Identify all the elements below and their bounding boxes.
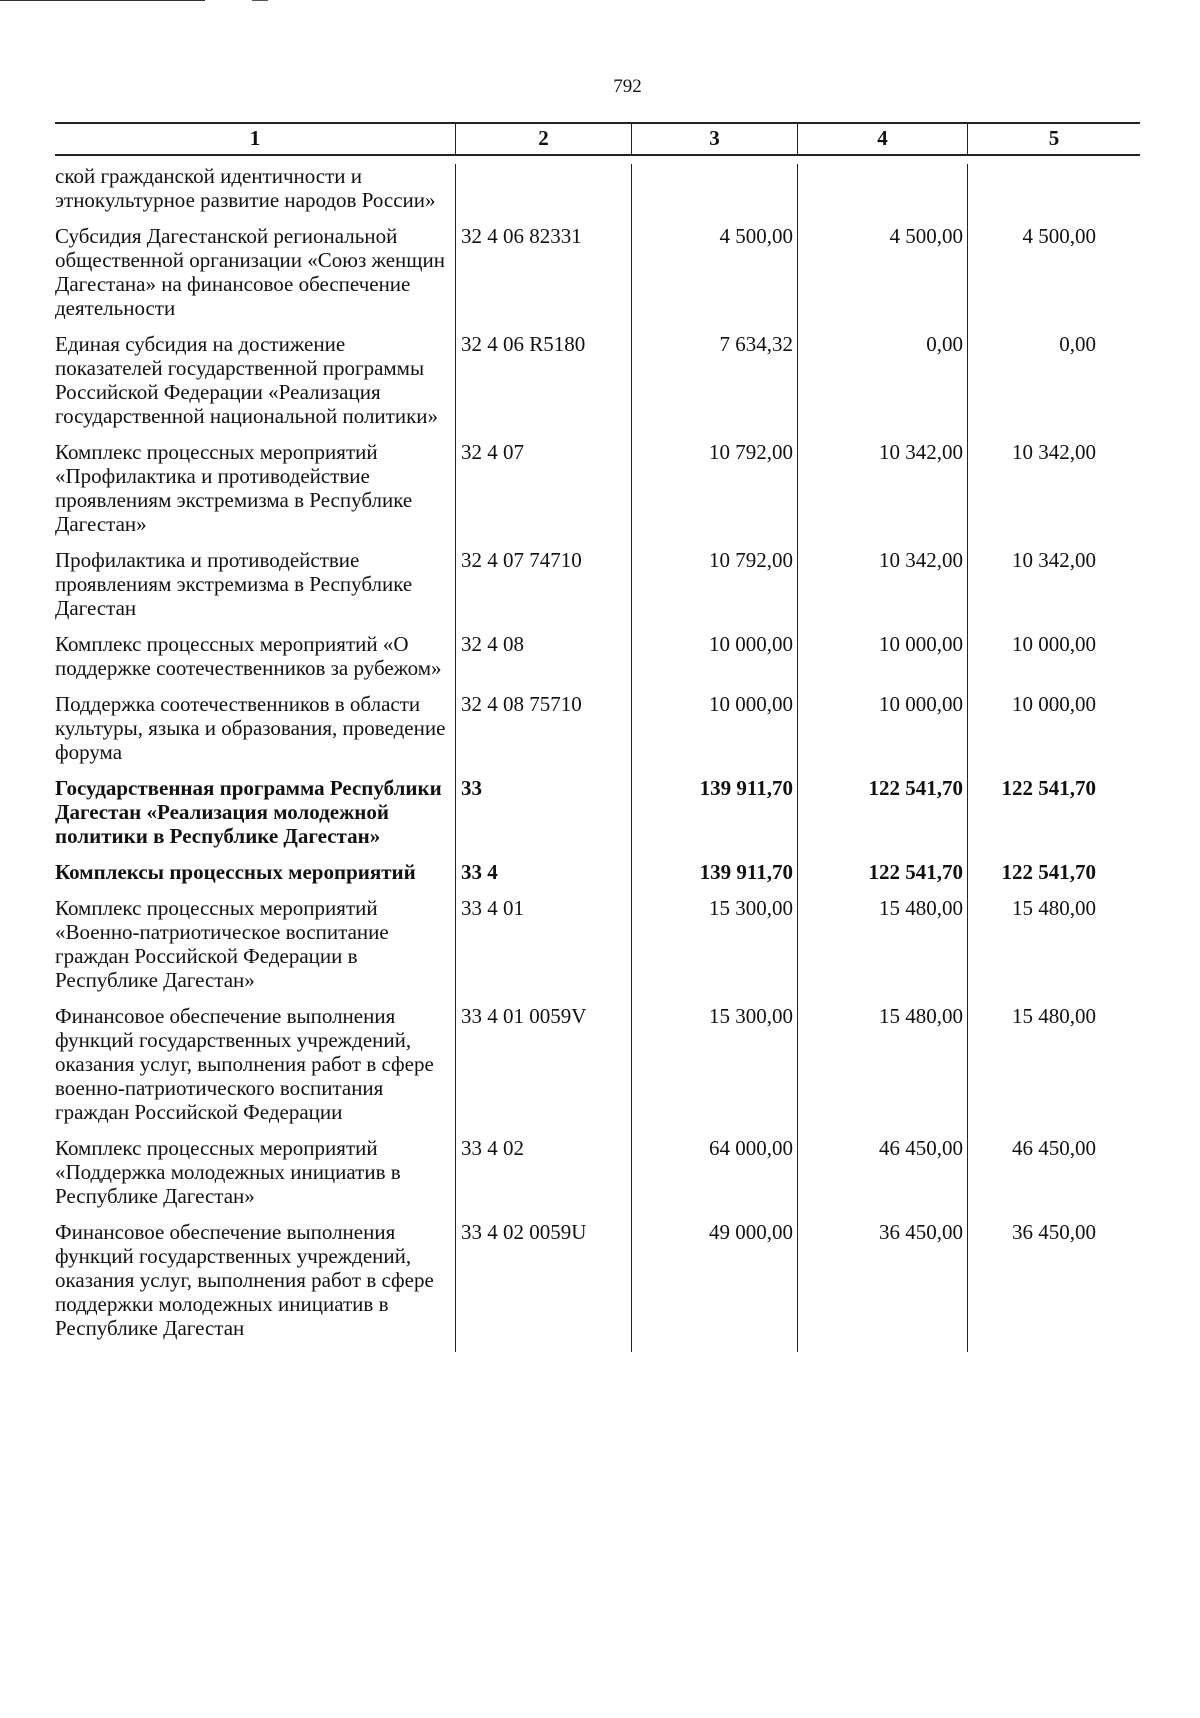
column-header-4: 4 bbox=[797, 124, 967, 154]
table-row bbox=[55, 692, 1140, 764]
row-value-col5: 10 342,00 bbox=[1012, 440, 1096, 464]
top-rule bbox=[0, 0, 205, 1]
row-value-col3: 139 911,70 bbox=[699, 776, 793, 800]
table-header bbox=[55, 122, 1140, 156]
table-row bbox=[55, 164, 1140, 212]
row-code-cell: 33 4 01 0059V bbox=[461, 1004, 587, 1028]
row-name-cell: Комплекс процессных мероприятий «Профилактика и противодействие проявлениям экстремизма в Республике Дагестан» bbox=[55, 440, 413, 536]
row-name-cell: ской гражданской идентичности и этнокультурное развитие народов России» bbox=[55, 164, 436, 212]
page-number: 792 bbox=[613, 76, 642, 97]
table-row bbox=[55, 632, 1140, 680]
row-value-col5: 15 480,00 bbox=[1012, 1004, 1096, 1028]
row-value-col5: 122 541,70 bbox=[1001, 860, 1096, 884]
row-value-col3: 10 792,00 bbox=[709, 548, 793, 572]
row-value-col3: 15 300,00 bbox=[709, 1004, 793, 1028]
row-name-cell: Государственная программа Республики Дагестан «Реализация молодежной политики в Республике Дагестан» bbox=[55, 776, 442, 848]
row-value-col4 bbox=[797, 164, 967, 212]
row-value-col3: 139 911,70 bbox=[699, 860, 793, 884]
row-value-col3: 15 300,00 bbox=[709, 896, 793, 920]
row-name-cell: Финансовое обеспечение выполнения функций государственных учреждений, оказания услуг, выполнения работ в сфере поддержки молодежных инициатив в Республике Дагестан bbox=[55, 1220, 434, 1340]
top-rule-short bbox=[252, 0, 268, 1]
column-header-1: 1 bbox=[249, 126, 261, 150]
row-value-col5: 15 480,00 bbox=[1012, 896, 1096, 920]
row-code-cell: 32 4 08 bbox=[461, 632, 524, 656]
row-value-col3: 10 792,00 bbox=[709, 440, 793, 464]
row-value-col5 bbox=[967, 164, 1140, 212]
row-code-cell: 32 4 06 R5180 bbox=[461, 332, 586, 356]
row-value-col4: 10 000,00 bbox=[879, 632, 963, 656]
row-value-col5: 122 541,70 bbox=[1001, 776, 1096, 800]
table-row bbox=[55, 224, 1140, 320]
row-value-col4: 15 480,00 bbox=[879, 1004, 963, 1028]
row-code-cell: 33 4 02 bbox=[461, 1136, 524, 1160]
row-value-col4: 0,00 bbox=[926, 332, 963, 356]
table-row bbox=[55, 776, 1140, 848]
row-value-col3: 49 000,00 bbox=[709, 1220, 793, 1244]
row-value-col4: 10 000,00 bbox=[879, 692, 963, 716]
row-value-col5: 10 342,00 bbox=[1012, 548, 1096, 572]
row-value-col5: 36 450,00 bbox=[1012, 1220, 1096, 1244]
column-divider bbox=[967, 164, 968, 1352]
row-value-col4: 122 541,70 bbox=[868, 776, 963, 800]
table-bottom-spacer bbox=[55, 1340, 1140, 1352]
column-header-2: 2 bbox=[455, 124, 631, 154]
row-value-col4: 46 450,00 bbox=[879, 1136, 963, 1160]
row-name-cell: Поддержка соотечественников в области культуры, языка и образования, проведение форума bbox=[55, 692, 446, 764]
table-row bbox=[55, 1220, 1140, 1340]
row-code-cell: 33 4 bbox=[461, 860, 498, 884]
row-value-col3 bbox=[631, 164, 797, 212]
table-row bbox=[55, 440, 1140, 536]
row-code-cell: 32 4 06 82331 bbox=[461, 224, 582, 248]
row-name-cell: Субсидия Дагестанской региональной общественной организации «Союз женщин Дагестана» на финансовое обеспечение деятельности bbox=[55, 224, 445, 320]
row-value-col3: 4 500,00 bbox=[719, 224, 793, 248]
row-code-cell: 33 4 01 bbox=[461, 896, 524, 920]
row-value-col3: 64 000,00 bbox=[709, 1136, 793, 1160]
table-row bbox=[55, 1136, 1140, 1208]
row-value-col3: 7 634,32 bbox=[719, 332, 793, 356]
row-code-cell: 33 4 02 0059U bbox=[461, 1220, 587, 1244]
row-value-col5: 0,00 bbox=[1059, 332, 1096, 356]
row-name-cell: Комплексы процессных мероприятий bbox=[55, 860, 416, 884]
row-name-cell: Комплекс процессных мероприятий «Поддержка молодежных инициатив в Республике Дагестан» bbox=[55, 1136, 401, 1208]
table-row bbox=[55, 548, 1140, 620]
column-header-5: 5 bbox=[967, 124, 1140, 154]
column-divider bbox=[455, 164, 456, 1352]
row-value-col4: 10 342,00 bbox=[879, 440, 963, 464]
row-value-col4: 36 450,00 bbox=[879, 1220, 963, 1244]
table-body bbox=[55, 164, 1140, 1352]
row-value-col4: 15 480,00 bbox=[879, 896, 963, 920]
row-value-col4: 10 342,00 bbox=[879, 548, 963, 572]
row-value-col5: 46 450,00 bbox=[1012, 1136, 1096, 1160]
row-value-col5: 10 000,00 bbox=[1012, 692, 1096, 716]
row-value-col5: 4 500,00 bbox=[1022, 224, 1096, 248]
table-row bbox=[55, 1004, 1140, 1124]
row-value-col4: 122 541,70 bbox=[868, 860, 963, 884]
row-code-cell: 32 4 08 75710 bbox=[461, 692, 582, 716]
row-value-col3: 10 000,00 bbox=[709, 632, 793, 656]
table-row bbox=[55, 896, 1140, 992]
budget-table bbox=[55, 122, 1140, 1352]
row-value-col4: 4 500,00 bbox=[889, 224, 963, 248]
table-row bbox=[55, 860, 1140, 884]
column-divider bbox=[797, 164, 798, 1352]
row-name-cell: Комплекс процессных мероприятий «О поддержке соотечественников за рубежом» bbox=[55, 632, 442, 680]
row-name-cell: Комплекс процессных мероприятий «Военно-патриотическое воспитание граждан Российской Федерации в Республике Дагестан» bbox=[55, 896, 389, 992]
row-value-col3: 10 000,00 bbox=[709, 692, 793, 716]
row-code-cell: 32 4 07 bbox=[461, 440, 524, 464]
row-name-cell: Финансовое обеспечение выполнения функций государственных учреждений, оказания услуг, выполнения работ в сфере военно-патриотического воспитания граждан Российской Федерации bbox=[55, 1004, 434, 1124]
row-name-cell: Профилактика и противодействие проявлениям экстремизма в Республике Дагестан bbox=[55, 548, 413, 620]
row-code-cell bbox=[455, 164, 631, 212]
table-row bbox=[55, 332, 1140, 428]
row-code-cell: 32 4 07 74710 bbox=[461, 548, 582, 572]
column-header-3: 3 bbox=[631, 124, 797, 154]
column-divider bbox=[631, 164, 632, 1352]
row-value-col5: 10 000,00 bbox=[1012, 632, 1096, 656]
row-code-cell: 33 bbox=[461, 776, 482, 800]
row-name-cell: Единая субсидия на достижение показателей государственной программы Российской Федерации «Реализация государственной национальной политики» bbox=[55, 332, 439, 428]
